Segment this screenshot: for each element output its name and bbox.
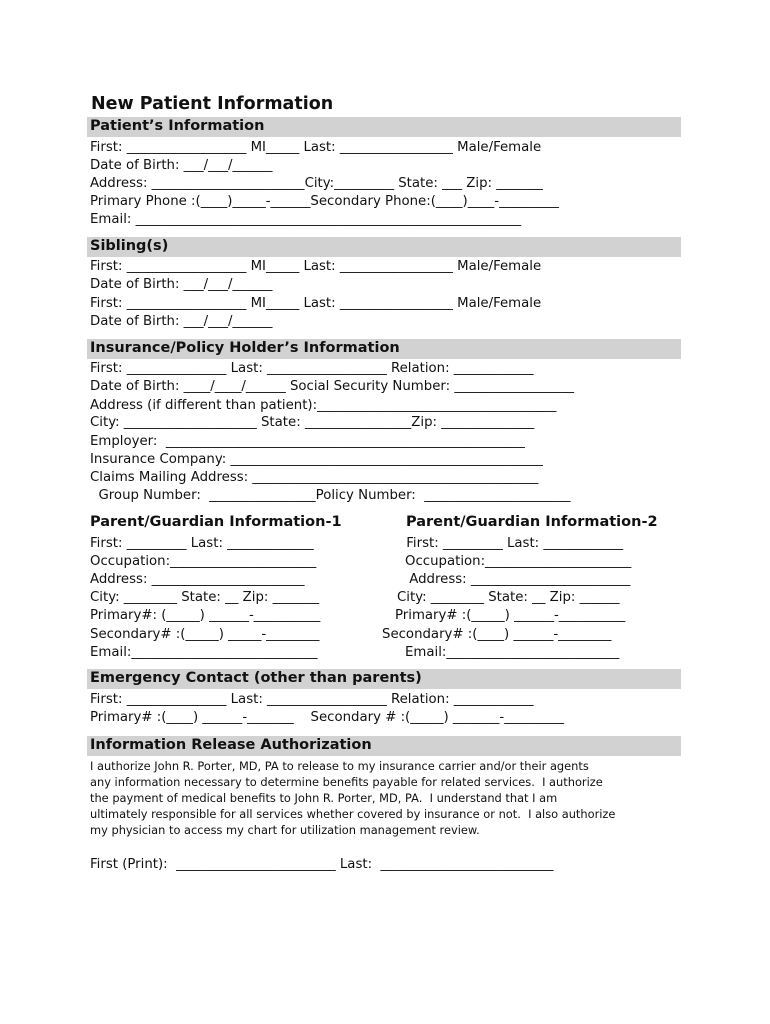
form-line[interactable]: Primary# :(_____) ______-__________ [395,608,626,623]
section-heading: Sibling(s) [90,238,169,254]
form-line[interactable]: Occupation:______________________ [405,554,632,569]
form-line[interactable]: Email: __________________________________________________________ [90,212,522,227]
form-line[interactable]: Insurance Company: _______________________________________________ [90,452,543,467]
form-line[interactable]: Email:____________________________ [90,645,318,660]
form-line[interactable]: City: ________ State: __ Zip: _______ [90,590,320,605]
form-line[interactable]: Date of Birth: ____/____/______ Social Security Number: __________________ [90,379,574,394]
form-line[interactable]: First: _________ Last: _____________ [90,536,314,551]
release-text-line: the payment of medical benefits to John R. Porter, MD, PA. I understand that I am [90,791,558,805]
form-line[interactable]: Date of Birth: ___/___/______ [90,314,273,329]
form-line[interactable]: Employer: ______________________________________________________ [90,434,525,449]
form-line[interactable]: Address: ________________________ [405,572,631,587]
form-line[interactable]: First: __________________ MI_____ Last: _________________ Male/Female [90,259,542,274]
form-line[interactable]: Secondary# :(____) ______-________ [382,627,612,642]
release-text-line: ultimately responsible for all services whether covered by insurance or not. I also authorize [90,807,616,821]
guardian1-heading: Parent/Guardian Information-1 [90,514,342,530]
form-line[interactable]: Address (if different than patient):____________________________________ [90,398,557,413]
form-line[interactable]: First: _________ Last: ____________ [402,536,624,551]
form-line[interactable]: Claims Mailing Address: ___________________________________________ [90,470,539,485]
patient-section-header [87,117,681,137]
form-line[interactable]: City: ____________________ State: ________________Zip: ______________ [90,415,535,430]
form-line[interactable]: Group Number: ________________Policy Number: ______________________ [90,488,571,503]
guardian2-heading: Parent/Guardian Information-2 [406,514,658,530]
print-name-line[interactable]: First (Print): ________________________ Last: __________________________ [90,857,554,872]
form-line[interactable]: Date of Birth: ___/___/______ [90,277,273,292]
form-line[interactable]: Email:__________________________ [405,645,620,660]
form-line[interactable]: Occupation:______________________ [90,554,317,569]
section-heading: Information Release Authorization [90,737,372,753]
form-line[interactable]: First: _______________ Last: __________________ Relation: ____________ [90,692,534,707]
release-text-line: my physician to access my chart for utilization management review. [90,823,480,837]
page-title: New Patient Information [91,94,334,114]
form-line[interactable]: Primary# :(____) ______-_______ Secondary # :(_____) _______-_________ [90,710,565,725]
section-heading: Patient’s Information [90,118,265,134]
release-section-header [87,736,681,756]
form-line[interactable]: City: ________ State: __ Zip: ______ [397,590,620,605]
form-line[interactable]: Address: _______________________ [90,572,305,587]
form-line[interactable]: Primary Phone :(____)_____-______Secondary Phone:(____)____-_________ [90,194,559,209]
form-line[interactable]: First: _______________ Last: __________________ Relation: ____________ [90,361,534,376]
section-heading: Emergency Contact (other than parents) [90,670,422,686]
form-line[interactable]: First: __________________ MI_____ Last: _________________ Male/Female [90,140,542,155]
release-text-line: I authorize John R. Porter, MD, PA to release to my insurance carrier and/or their agents [90,759,589,773]
form-line[interactable]: Secondary# :(_____) _____-________ [90,627,320,642]
form-line[interactable]: Primary#: (_____) ______-__________ [90,608,321,623]
form-line[interactable]: Date of Birth: ___/___/______ [90,158,273,173]
insurance-section-header [87,339,681,359]
siblings-section-header [87,237,681,257]
release-text-line: any information necessary to determine benefits payable for related services. I authorize [90,775,603,789]
section-heading: Insurance/Policy Holder’s Information [90,340,400,356]
emergency-section-header [87,669,681,689]
form-line[interactable]: Address: _______________________City:_________ State: ___ Zip: _______ [90,176,543,191]
form-line[interactable]: First: __________________ MI_____ Last: _________________ Male/Female [90,296,542,311]
